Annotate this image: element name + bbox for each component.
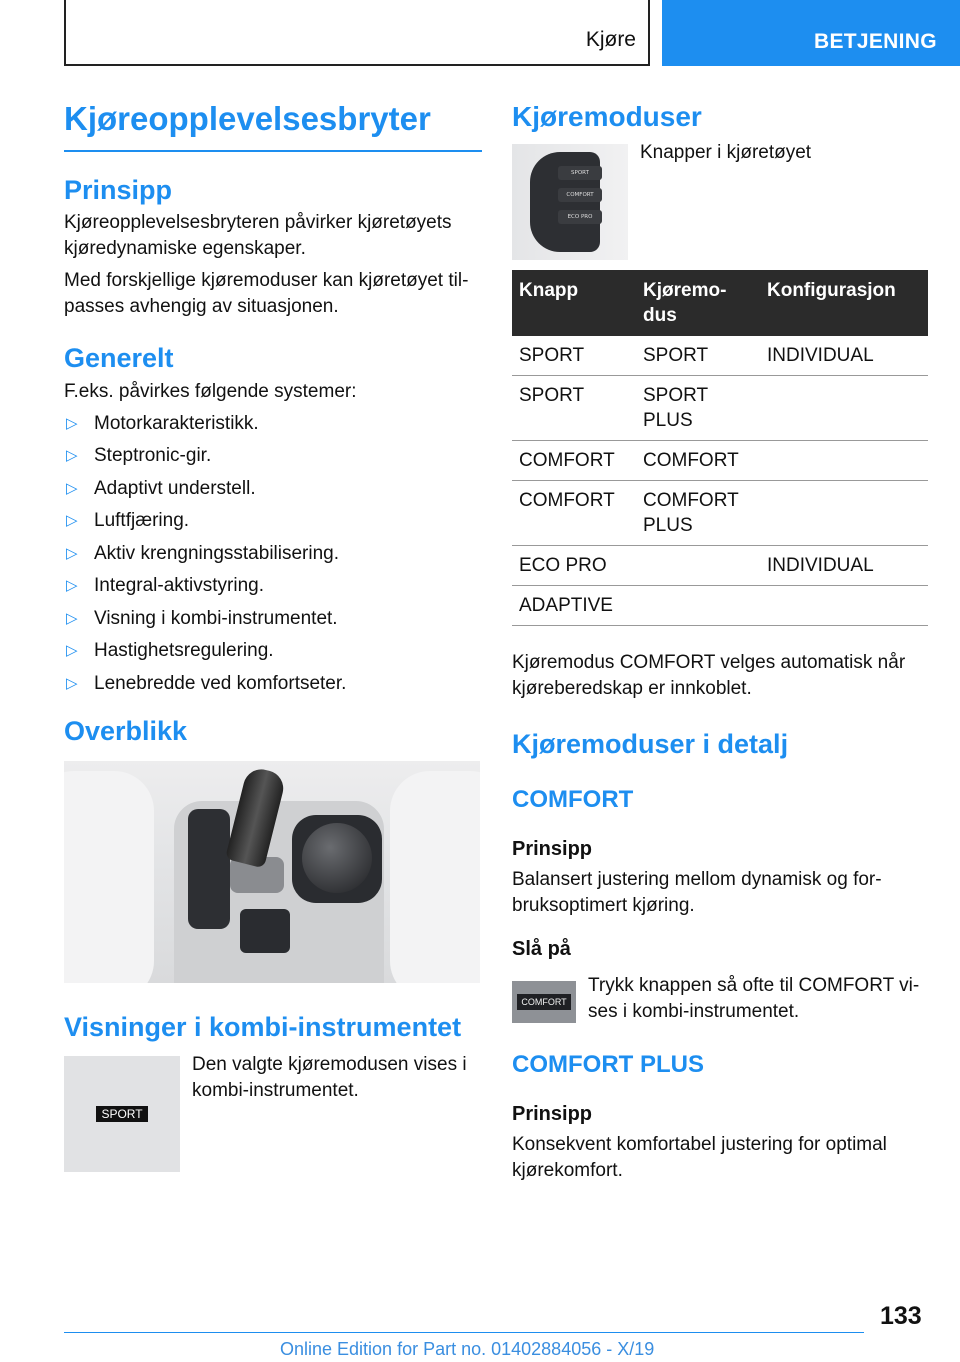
table-cell [760,375,928,440]
table-cell: INDIVIDUAL [760,336,928,376]
column-header-config: Konfigurasjon [760,270,928,336]
table-header-row [512,270,928,336]
table-row [512,480,928,545]
triangle-bullet-icon: ▷ [66,447,78,465]
display-media-row [64,1053,482,1172]
triangle-bullet-icon: ▷ [66,577,78,595]
column-header-button: Knapp [512,270,636,336]
principle-paragraph-1: Kjøreopplevelsesbryteren påvirker kjøretøyets kjøredynamiske egenskaper. [64,212,452,260]
mode-selector-image [512,144,628,260]
center-console-image [64,761,480,983]
list-item: ▷ Motorkarakteristikk. [64,411,482,437]
table-row [512,375,928,440]
page-number: 133 [880,1302,922,1330]
principle-paragraph-2: Med forskjellige kjøremoduser kan kjøretøyet til‐passes avhengig av situasjonen. [64,270,469,318]
list-item: ▷ Lenebredde ved komfortseter. [64,671,482,697]
table-cell: SPORT [636,336,760,376]
triangle-bullet-icon: ▷ [66,512,78,530]
chapter-label: Kjøre [585,28,636,51]
selector-ecopro-button: ECO PRO [558,210,602,224]
seat-right-shape [390,771,480,983]
table-cell: SPORT [512,336,636,376]
left-column [64,100,482,1172]
list-item: ▷ Luftfjæring. [64,508,482,534]
comfort-principle-heading: Prinsipp [512,837,593,860]
comfort-on-row [512,973,928,1025]
general-intro: F.eks. påvirkes følgende systemer: [64,380,357,402]
systems-list [64,411,482,697]
header-section-tab[interactable] [662,0,960,66]
modes-table [512,270,928,626]
table-cell: COMFORT PLUS [636,480,760,545]
list-item: ▷ Aktiv krengningsstabilisering. [64,541,482,567]
comfort-heading: COMFORT [512,785,634,813]
comfort-plus-principle-heading: Prinsipp [512,1102,593,1125]
general-heading: Generelt [64,343,174,374]
table-cell: COMFORT [512,480,636,545]
comfort-button-image [512,981,576,1023]
table-cell [636,545,760,585]
table-cell [760,440,928,480]
sport-badge: SPORT [96,1106,148,1122]
list-item: ▷ Integral-aktivstyring. [64,573,482,599]
triangle-bullet-icon: ▷ [66,609,78,627]
table-cell: INDIVIDUAL [760,545,928,585]
edition-text: Online Edition for Part no. 01402884056 - X/19 [280,1339,655,1359]
right-column [512,100,928,1184]
table-row [512,336,928,376]
header-chapter-box [64,0,650,66]
comfort-plus-principle-text: Konsekvent komfortabel justering for optimal kjørekomfort. [512,1133,887,1181]
principle-heading: Prinsipp [64,174,173,205]
mode-button-panel-shape [188,809,230,929]
parking-brake-icon [240,909,290,953]
table-cell: ADAPTIVE [512,585,636,625]
buttons-media-row [512,141,928,260]
table-cell [636,585,760,625]
list-item: ▷ Hastighetsregulering. [64,638,482,664]
selector-comfort-button: COMFORT [558,188,602,202]
section-label: BETJENING [814,30,937,53]
controller-knob-icon [302,823,372,893]
triangle-bullet-icon: ▷ [66,642,78,660]
modes-heading: Kjøremoduser [512,101,702,132]
footer-divider [64,1332,864,1333]
comfort-on-text: Trykk knappen så ofte til COMFORT vi‐ses i kombi-instrumentet. [588,974,920,1022]
triangle-bullet-icon: ▷ [66,479,78,497]
seat-left-shape [64,771,154,983]
triangle-bullet-icon: ▷ [66,414,78,432]
comfort-principle-text: Balansert justering mellom dynamisk og for‐bruksoptimert kjøring. [512,868,882,916]
table-cell: SPORT PLUS [636,375,760,440]
table-cell: COMFORT [512,440,636,480]
table-row [512,585,928,625]
buttons-caption: Knapper i kjøretøyet [640,141,812,163]
sport-display-image [64,1056,180,1172]
table-cell [760,585,928,625]
triangle-bullet-icon: ▷ [66,544,78,562]
display-text: Den valgte kjøremodusen vises i kombi-instrumentet. [192,1053,467,1101]
table-row [512,545,928,585]
triangle-bullet-icon: ▷ [66,674,78,692]
comfort-on-heading: Slå på [512,937,571,960]
comfort-badge: COMFORT [517,994,571,1010]
table-cell: COMFORT [636,440,760,480]
comfort-plus-heading: COMFORT PLUS [512,1050,704,1078]
list-item: ▷ Visning i kombi-instrumentet. [64,606,482,632]
page-title: Kjøreopplevelsesbryter [64,100,482,152]
overview-heading: Overblikk [64,715,188,746]
selector-sport-button: SPORT [558,166,602,180]
column-header-mode: Kjøremo‐dus [636,270,760,336]
table-cell: SPORT [512,375,636,440]
table-cell [760,480,928,545]
table-cell: ECO PRO [512,545,636,585]
list-item: ▷ Adaptivt understell. [64,476,482,502]
auto-mode-note: Kjøremodus COMFORT velges automatisk når kjøreberedskap er innkoblet. [512,651,906,699]
display-heading: Visninger i kombi-instrumentet [64,1012,462,1043]
list-item: ▷ Steptronic-gir. [64,443,482,469]
detail-heading: Kjøremoduser i detalj [512,728,789,759]
table-row [512,440,928,480]
